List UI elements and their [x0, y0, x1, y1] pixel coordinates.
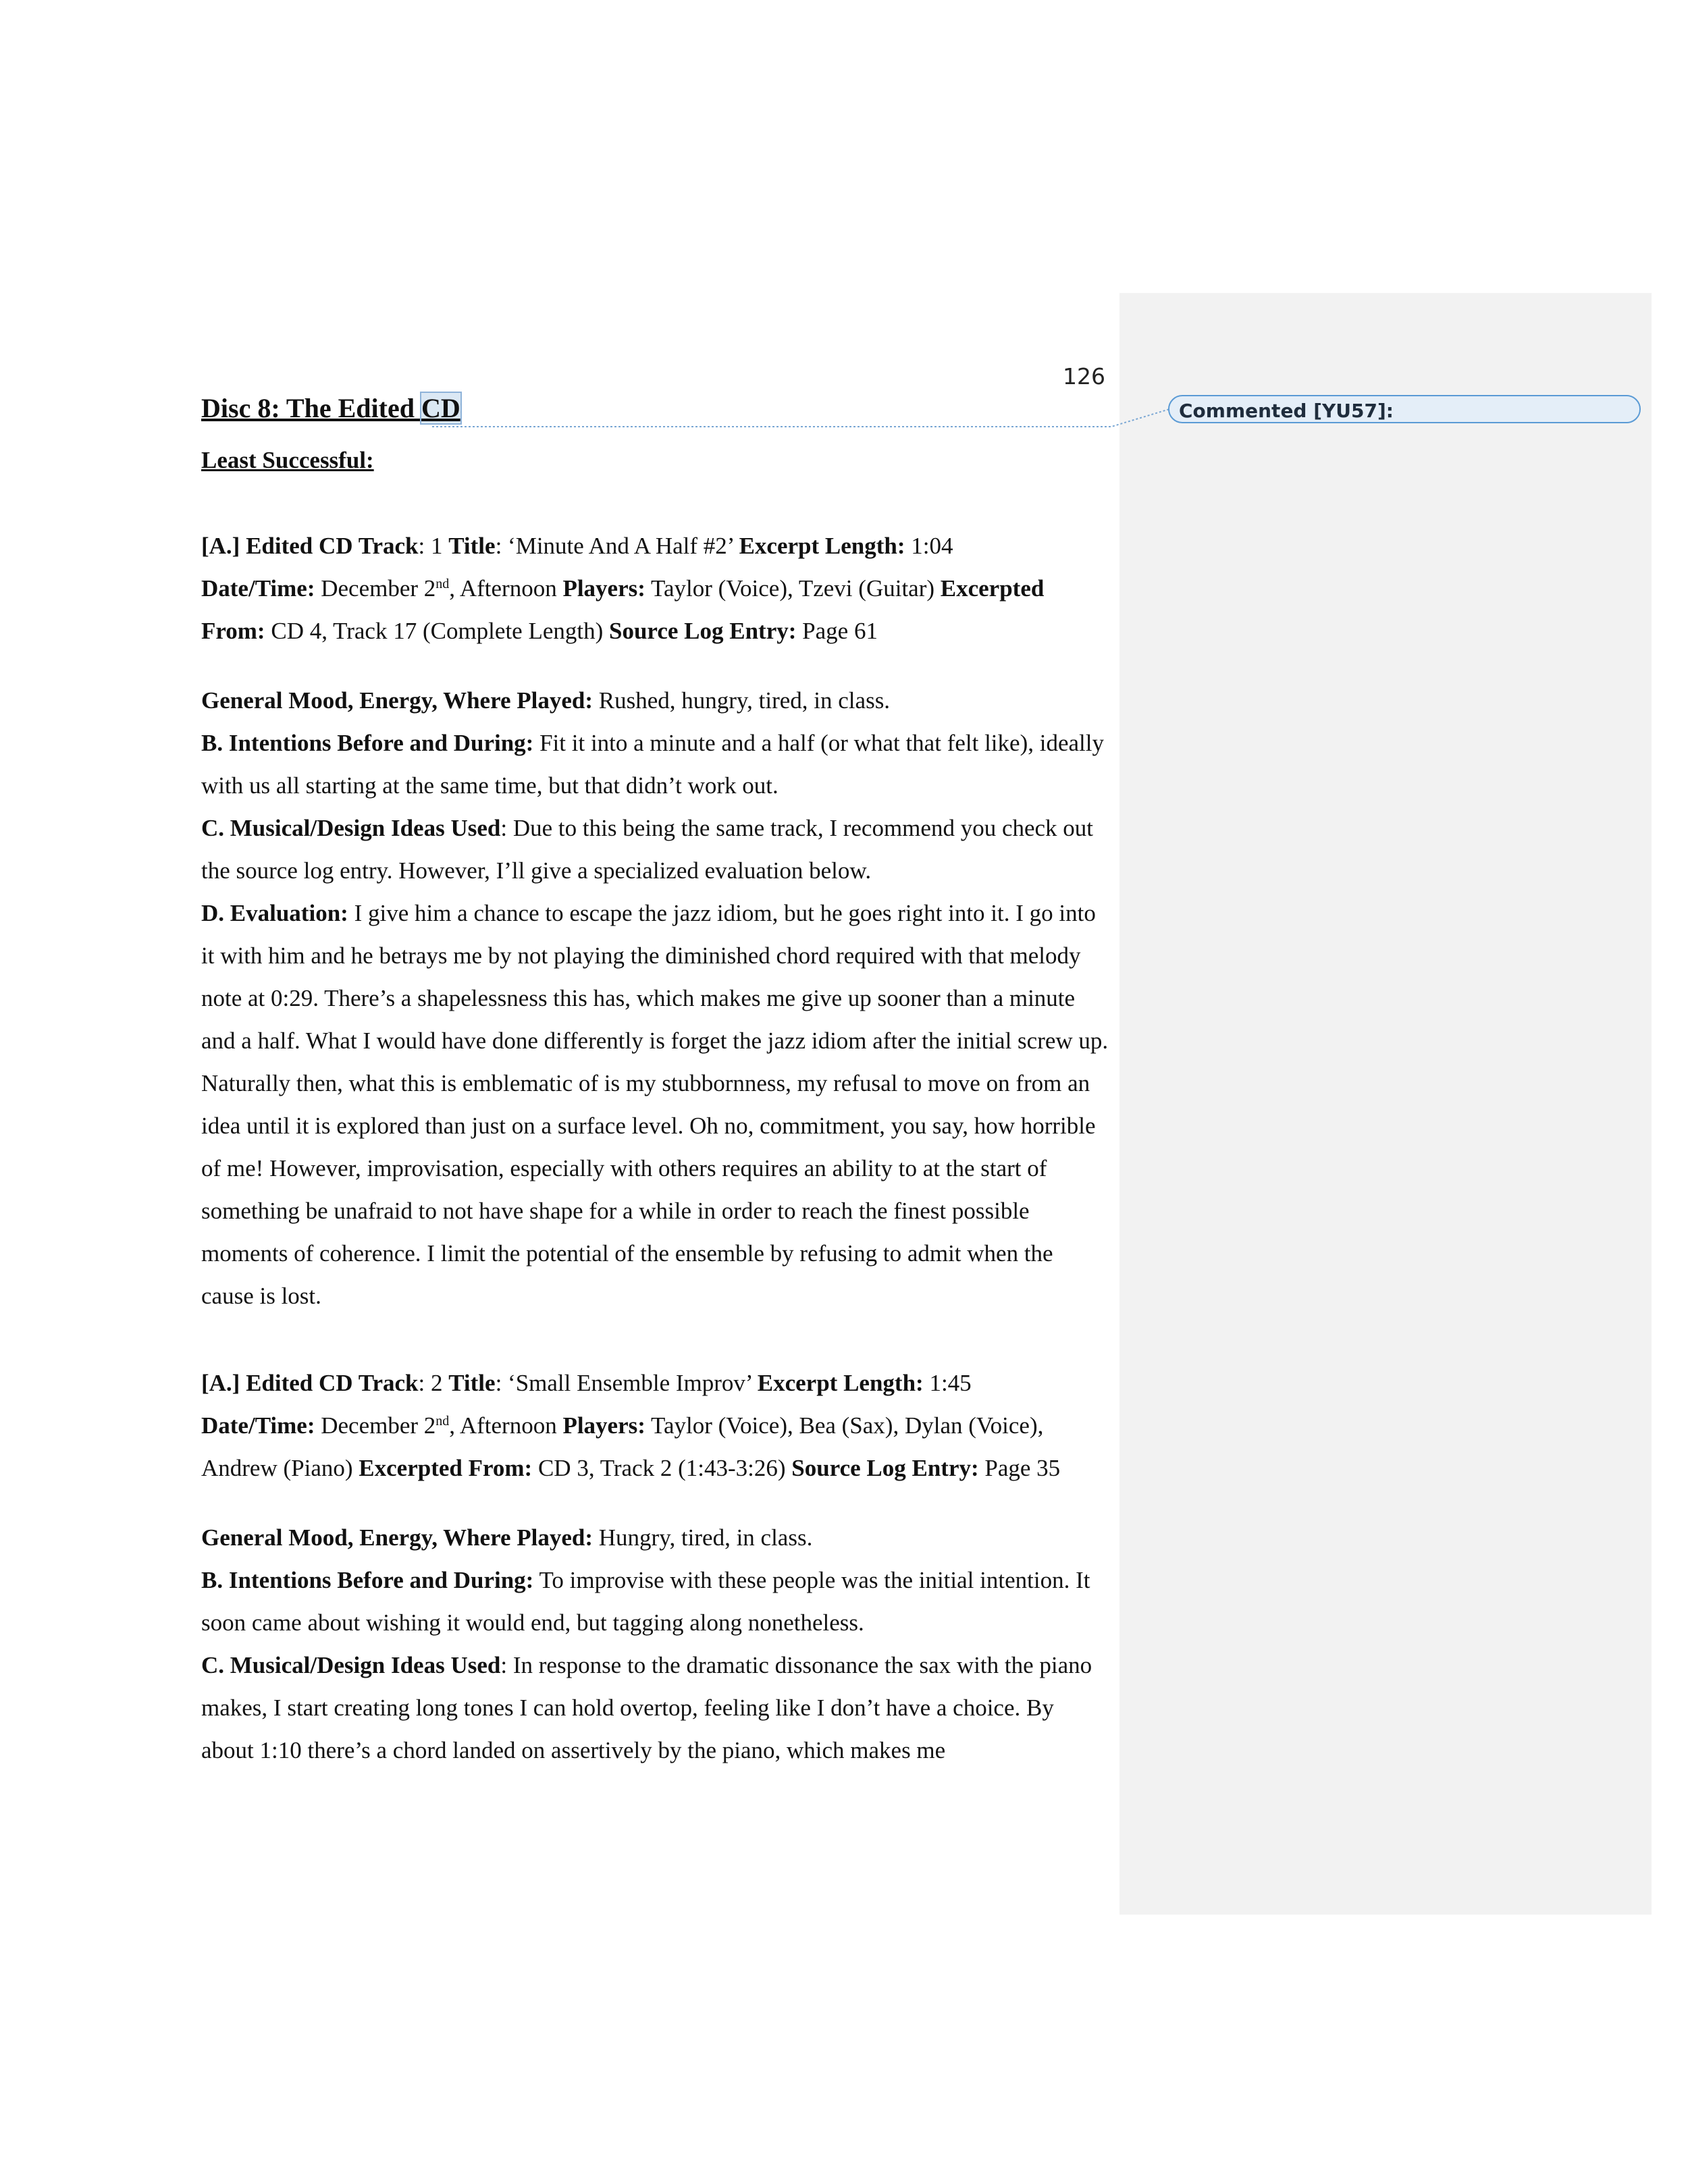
- page-number: 126: [1063, 363, 1105, 390]
- entry-2-date-line: Date/Time: December 2nd, Afternoon Players: Taylor (Voice), Bea (Sax), Dylan (Voice),: [201, 1412, 1044, 1439]
- entry-2-track-line: [A.] Edited CD Track: 2 Title: ‘Small Ensemble Improv’ Excerpt Length: 1:45: [201, 1370, 972, 1396]
- entry-2-source-line: Andrew (Piano) Excerpted From: CD 3, Track 2 (1:43-3:26) Source Log Entry: Page 35: [201, 1455, 1061, 1481]
- entry-1-source-line: From: CD 4, Track 17 (Complete Length) Source Log Entry: Page 61: [201, 618, 878, 644]
- comment-pane: [1119, 293, 1652, 1915]
- entry-1-date-line: Date/Time: December 2nd, Afternoon Players: Taylor (Voice), Tzevi (Guitar) Excerpted: [201, 575, 1045, 602]
- document-body: [201, 378, 1109, 1772]
- comment-balloon[interactable]: [1168, 395, 1641, 423]
- entry-1-track-line: [A.] Edited CD Track: 1 Title: ‘Minute And A Half #2’ Excerpt Length: 1:04: [201, 533, 953, 559]
- entry-1-mood: General Mood, Energy, Where Played: Rushed, hungry, tired, in class.: [201, 687, 891, 714]
- entry-1-evaluation: D. Evaluation: I give him a chance to escape the jazz idiom, but he goes right into it. I go into it with him and he betrays me by not playing the diminished chord required with that melody note at 0:29. There’s a shapelessness this has, which makes me give up sooner than a minute and a half. What I would have done differently is forget the jazz idiom after the initial screw up. Naturally then, what this is emblematic of is my stubbornness, my refusal to move on from an idea until it is explored than just on a surface level. Oh no, commitment, you say, how horrible of me! However, improvisation, especially with others requires an ability to at the start of something be unafraid to not have shape for a while in order to reach the finest possible moments of coherence. I limit the potential of the ensemble by refusing to admit when the cause is lost.: [201, 900, 1109, 1309]
- comment-label: Commented [YU57]:: [1179, 400, 1394, 422]
- entry-2-intentions: B. Intentions Before and During: To improvise with these people was the initial intention. It soon came about wishing it would end, but tagging along nonetheless.: [201, 1567, 1090, 1636]
- section-heading: Least Successful:: [201, 447, 374, 473]
- entry-2-ideas: C. Musical/Design Ideas Used: In response to the dramatic dissonance the sax with the piano makes, I start creating long tones I can hold overtop, feeling like I don’t have a choice. By about 1:10 there’s a chord landed on assertively by the piano, which makes me: [201, 1652, 1092, 1763]
- entry-1-intentions: B. Intentions Before and During: Fit it into a minute and a half (or what that felt like), ideally with us all starting at the same time, but that didn’t work out.: [201, 730, 1104, 799]
- page-title: Disc 8: The Edited CD: [201, 393, 460, 423]
- entry-2-mood: General Mood, Energy, Where Played: Hungry, tired, in class.: [201, 1524, 813, 1551]
- entry-1-ideas: C. Musical/Design Ideas Used: Due to this being the same track, I recommend you check out the source log entry. However, I’ll give a specialized evaluation below.: [201, 815, 1094, 884]
- commented-text[interactable]: CD: [421, 393, 460, 423]
